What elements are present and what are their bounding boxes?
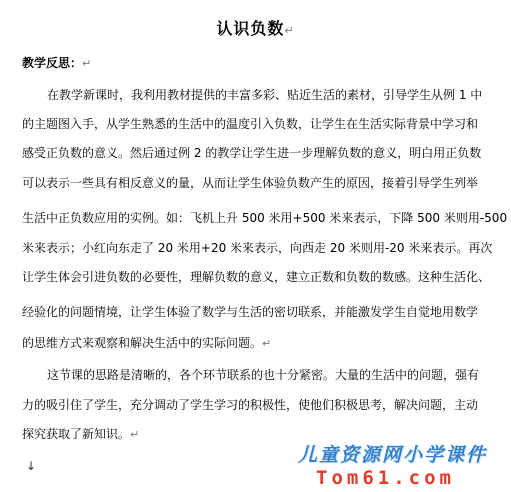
heading-text: 教学反思： <box>22 56 83 70</box>
paragraph-1-line-3: 感受正负数的意义。然后通过例 2 的教学让学生进一步理解负数的意义，明白用正负数 <box>22 146 482 160</box>
paragraph-mark-icon: ↵ <box>130 428 140 441</box>
watermark-line-1: 儿童资源网小学课件 <box>298 444 488 466</box>
paragraph-mark-icon: ↵ <box>262 337 272 350</box>
empty-line-marker-icon: ↓ <box>26 459 37 473</box>
watermark-line-2: Tom61.com <box>316 467 455 489</box>
paragraph-1-line-5: 生活中正负数应用的实例。如：飞机上升 500 米用+500 米来表示，下降 500 米则用-500 <box>22 211 508 225</box>
watermark-logo <box>288 440 511 492</box>
paragraph-2-line-2: 力的吸引住了学生，充分调动了学生学习的积极性，使他们积极思考，解决问题，主动 <box>22 398 479 412</box>
paragraph-mark-icon: ↵ <box>284 24 295 37</box>
paragraph-mark-icon: ↵ <box>82 57 92 70</box>
paragraph-1-line-9 <box>22 335 271 352</box>
paragraph-2-line-3-text: 探究获取了新知识。 <box>22 427 131 441</box>
title-text: 认识负数 <box>216 19 285 38</box>
paragraph-1-line-8: 经验化的问题情境，让学生体验了数学与生活的密切联系，并能激发学生自觉地用数学 <box>22 305 479 319</box>
paragraph-1-line-7: 让学生体会引进负数的必要性，理解负数的意义，建立正数和负数的数感。这种生活化、 <box>22 270 491 284</box>
paragraph-1-line-6: 米来表示；小红向东走了 20 米用+20 米来表示，向西走 20 米则用-20 米来表示。再次 <box>22 241 493 255</box>
section-heading <box>22 55 91 72</box>
paragraph-2-line-3 <box>22 426 139 443</box>
document-title <box>0 19 511 41</box>
paragraph-1-line-9-text: 的思维方式来观察和解决生活中的实际问题。 <box>22 336 263 350</box>
paragraph-1-line-1: 在教学新课时，我利用教材提供的丰富多彩、贴近生活的素材，引导学生从例 1 中 <box>47 88 483 102</box>
paragraph-1-line-2: 的主题图入手，从学生熟悉的生活中的温度引入负数，让学生在生活实际背景中学习和 <box>22 117 479 131</box>
paragraph-1-line-4: 可以表示一些具有相反意义的量，从而让学生体验负数产生的原因，接着引导学生列举 <box>22 176 479 190</box>
paragraph-2-line-1: 这节课的思路是清晰的，各个环节联系的也十分紧密。大量的生活中的问题，强有 <box>47 368 480 382</box>
